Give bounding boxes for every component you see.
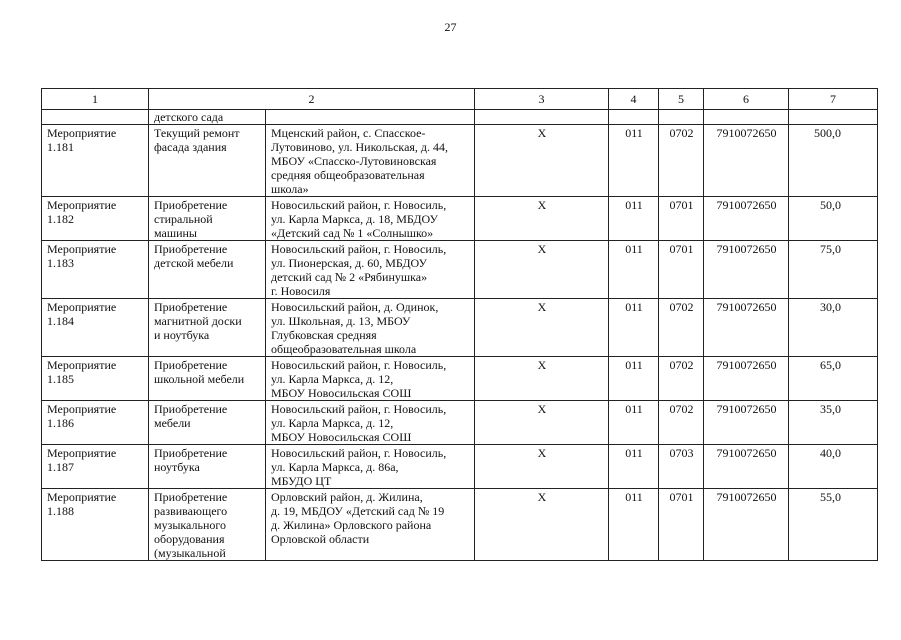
cell-event: Мероприятие 1.186 (42, 401, 149, 445)
header-col-2: 2 (149, 89, 475, 110)
table-row (42, 197, 878, 241)
cell-name: детского сада (149, 110, 266, 125)
cell-name: Приобретение стиральной машины (149, 197, 266, 241)
table-row (42, 489, 878, 561)
header-col-5: 5 (659, 89, 704, 110)
cell-event: Мероприятие 1.183 (42, 241, 149, 299)
cell-col3: Х (475, 241, 609, 299)
cell-event: Мероприятие 1.182 (42, 197, 149, 241)
cell-col6: 7910072650 (704, 489, 789, 561)
cell-col3: Х (475, 357, 609, 401)
cell-name: Приобретение развивающего музыкального оборудования (музыкальной (149, 489, 266, 561)
cell-col7 (789, 110, 878, 125)
cell-name: Приобретение мебели (149, 401, 266, 445)
table-row (42, 445, 878, 489)
cell-col3: Х (475, 401, 609, 445)
cell-col3: Х (475, 299, 609, 357)
cell-col5: 0703 (659, 445, 704, 489)
table-row (42, 401, 878, 445)
cell-col6: 7910072650 (704, 125, 789, 197)
cell-col7: 55,0 (789, 489, 878, 561)
table-row (42, 357, 878, 401)
cell-address: Новосильский район, д. Одинок, ул. Школьная, д. 13, МБОУ Глубковская средняя общеобразовательная школа (266, 299, 475, 357)
cell-col6: 7910072650 (704, 401, 789, 445)
cell-col3: Х (475, 445, 609, 489)
cell-event: Мероприятие 1.187 (42, 445, 149, 489)
table-row (42, 241, 878, 299)
cell-col5: 0702 (659, 125, 704, 197)
cell-col5: 0701 (659, 241, 704, 299)
cell-col4 (609, 110, 659, 125)
cell-col6: 7910072650 (704, 299, 789, 357)
cell-col5: 0701 (659, 197, 704, 241)
cell-event: Мероприятие 1.188 (42, 489, 149, 561)
cell-address: Новосильский район, г. Новосиль, ул. Карла Маркса, д. 12, МБОУ Новосильская СОШ (266, 357, 475, 401)
cell-address: Мценский район, с. Спасское- Лутовиново, ул. Никольская, д. 44, МБОУ «Спасско-Лутовиновская средняя общеобразовательная школа» (266, 125, 475, 197)
cell-col7: 500,0 (789, 125, 878, 197)
budget-table (41, 88, 878, 561)
header-col-3: 3 (475, 89, 609, 110)
cell-col6: 7910072650 (704, 197, 789, 241)
cell-col7: 35,0 (789, 401, 878, 445)
cell-col7: 40,0 (789, 445, 878, 489)
header-col-4: 4 (609, 89, 659, 110)
cell-col6 (704, 110, 789, 125)
cell-event: Мероприятие 1.184 (42, 299, 149, 357)
cell-address (266, 110, 475, 125)
header-col-1: 1 (42, 89, 149, 110)
cell-name: Приобретение детской мебели (149, 241, 266, 299)
cell-address: Новосильский район, г. Новосиль, ул. Карла Маркса, д. 12, МБОУ Новосильская СОШ (266, 401, 475, 445)
cell-col3: Х (475, 197, 609, 241)
page-number: 27 (444, 20, 457, 34)
cell-col7: 65,0 (789, 357, 878, 401)
cell-col5: 0701 (659, 489, 704, 561)
continuation-row (42, 110, 878, 125)
cell-name: Приобретение магнитной доски и ноутбука (149, 299, 266, 357)
cell-address: Новосильский район, г. Новосиль, ул. Карла Маркса, д. 18, МБДОУ «Детский сад № 1 «Солнышко» (266, 197, 475, 241)
cell-col5: 0702 (659, 299, 704, 357)
cell-col7: 30,0 (789, 299, 878, 357)
cell-name: Текущий ремонт фасада здания (149, 125, 266, 197)
cell-col4: 011 (609, 445, 659, 489)
cell-col3 (475, 110, 609, 125)
table-row (42, 125, 878, 197)
cell-col3: Х (475, 125, 609, 197)
cell-address: Новосильский район, г. Новосиль, ул. Карла Маркса, д. 86а, МБУДО ЦТ (266, 445, 475, 489)
cell-col6: 7910072650 (704, 357, 789, 401)
cell-address: Новосильский район, г. Новосиль, ул. Пионерская, д. 60, МБДОУ детский сад № 2 «Рябинушка» г. Новосиля (266, 241, 475, 299)
table-header (42, 89, 878, 110)
cell-name: Приобретение ноутбука (149, 445, 266, 489)
cell-col6: 7910072650 (704, 241, 789, 299)
cell-col4: 011 (609, 357, 659, 401)
cell-col4: 011 (609, 241, 659, 299)
cell-col6: 7910072650 (704, 445, 789, 489)
cell-col5 (659, 110, 704, 125)
table-row (42, 299, 878, 357)
cell-col3: Х (475, 489, 609, 561)
cell-event: Мероприятие 1.181 (42, 125, 149, 197)
cell-col4: 011 (609, 125, 659, 197)
cell-name: Приобретение школьной мебели (149, 357, 266, 401)
cell-event (42, 110, 149, 125)
cell-address: Орловский район, д. Жилина, д. 19, МБДОУ «Детский сад № 19 д. Жилина» Орловского района Орловской области (266, 489, 475, 561)
table-body (42, 110, 878, 561)
header-col-6: 6 (704, 89, 789, 110)
cell-col4: 011 (609, 401, 659, 445)
cell-col4: 011 (609, 299, 659, 357)
cell-col5: 0702 (659, 357, 704, 401)
cell-event: Мероприятие 1.185 (42, 357, 149, 401)
header-col-7: 7 (789, 89, 878, 110)
cell-col7: 75,0 (789, 241, 878, 299)
cell-col5: 0702 (659, 401, 704, 445)
header-row (42, 89, 878, 110)
cell-col4: 011 (609, 197, 659, 241)
cell-col7: 50,0 (789, 197, 878, 241)
cell-col4: 011 (609, 489, 659, 561)
